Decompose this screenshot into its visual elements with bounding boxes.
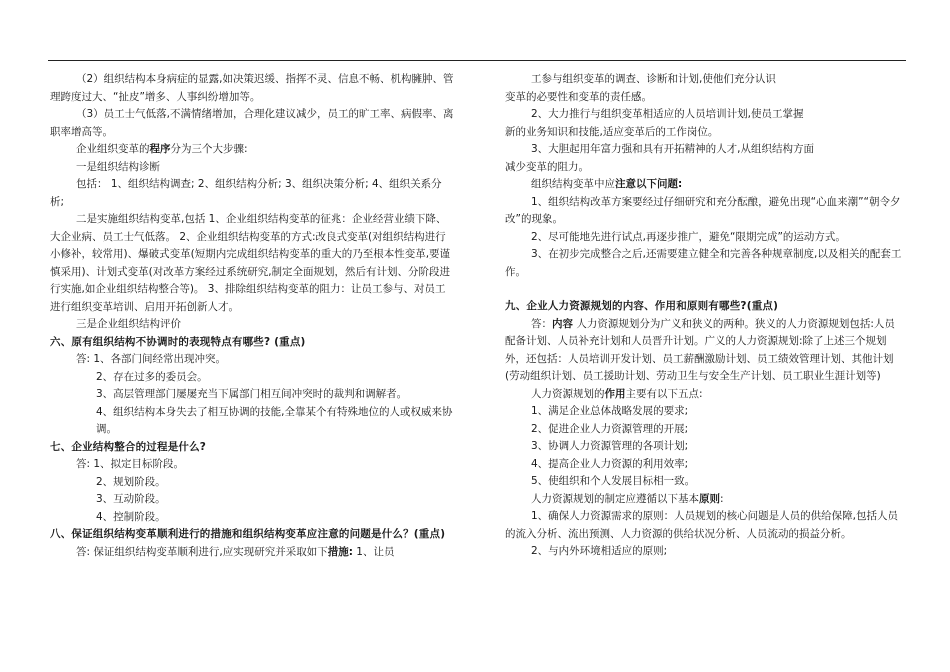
paragraph: 4、组织结构本身失去了相互协调的技能,全靠某个有特殊地位的人或权威来协调。 (96, 405, 453, 435)
spacer (505, 281, 905, 298)
paragraph: 3、大胆起用年富力强和具有开拓精神的人才,从组织结构方面 (531, 143, 815, 155)
paragraph (505, 316, 905, 386)
paragraph: 变革的必要性和变革的责任感。 (505, 90, 652, 103)
bold-keyword: 注意以下问题: (615, 178, 683, 190)
paragraph: 2、规划阶段。 (96, 475, 166, 488)
paragraph: 工参与组织变革的调查、诊断和计划,使他们充分认识 (531, 73, 776, 85)
bold-keyword: 作用 (604, 387, 626, 400)
paragraph: 答: 1、拟定目标阶段。 (76, 458, 185, 470)
paragraph: （2）组织结构本身病症的显露,如决策迟缓、指挥不灵、信息不畅、机构臃肿、管理跨度过大、“扯皮”增多、人事纠纷增加等。 (50, 73, 454, 103)
text-run: 答： (531, 317, 552, 330)
paragraph: 3、在初步完成整合之后,还需要建立健全和完善各种规章制度,以及相关的配套工作。 (505, 248, 902, 278)
paragraph: 1、组织结构改革方案要经过仔细研究和充分酝酿，避免出现“心血来潮”“朝令夕改”的现象。 (505, 195, 901, 225)
paragraph: （3）员工士气低落,不满情绪增加，合理化建议减少，员工的旷工率、病假率、离职率增高等。 (50, 108, 454, 138)
paragraph: 1、满足企业总体战略发展的要求; (531, 405, 689, 417)
paragraph: 3、高层管理部门屡屡充当下属部门相互间冲突时的裁判和调解者。 (96, 388, 408, 400)
text-run: 人力资源规划分为广义和狭义的两种。狭义的人力资源规划包括:人员配备计划、人员补充计划和人员晋升计划。广义的人力资源规划:除了上述三个规划外，还包括：人员培训开发计划、员工薪酬激励计划、员工绩效管理计划、其他计划(劳动组织计划、员工援助计划、劳动卫生与安全生产计划、员工职业生涯计划等) (505, 317, 895, 382)
section-heading: 六、原有组织结构不协调时的表现特点有哪些? (重点) (50, 335, 306, 348)
paragraph: 减少变革的阻力。 (505, 160, 589, 173)
text-run: 主要有以下五点: (625, 387, 703, 400)
text-run: 组织结构变革中应 (531, 178, 615, 190)
paragraph: 1、确保人力资源需求的原则：人员规划的核心问题是人员的供给保障,包括人员的流入分析、流出预测、人力资源的供给状况分析、人员流动的损益分析。 (505, 510, 899, 540)
text-run: : (720, 492, 724, 505)
paragraph (50, 544, 455, 562)
paragraph (50, 141, 455, 159)
paragraph: 2、大力推行与组织变革相适应的人员培训计划,使员工掌握 (531, 108, 804, 120)
right-column (505, 71, 905, 561)
paragraph: 3、互动阶段。 (96, 493, 166, 505)
section-heading: 九、企业人力资源规划的内容、作用和原则有哪些?(重点) (505, 300, 779, 312)
paragraph: 一是组织结构诊断 (76, 160, 160, 173)
section-heading: 七、企业结构整合的过程是什么? (50, 440, 207, 453)
bold-keyword: 程序 (149, 143, 171, 155)
page-top-rule (48, 60, 906, 61)
paragraph: 二是实施组织结构变革,包括 1、企业组织结构变革的征兆：企业经营业绩下降、大企业病、员工士气低落。 2、企业组织结构变革的方式:改良式变革(对组织结构进行小修补，较常用)、爆破式变革(短期内完成组织结构变革的重大的乃至根本性变革,要谨慎采用)、计划式变革(对改革方案经过系统研究,制定全面规划，然后有计划、分阶段进行实施,如企业组织结构整合等)。 3、排除组织结构变革的阻力：让员工参与、对员工进行组织变革培训、启用开拓创新人才。 (50, 213, 451, 313)
paragraph: 4、提高企业人力资源的利用效率; (531, 457, 689, 470)
text-run: 1、让员 (352, 545, 395, 558)
paragraph: 3、协调人力资源管理的各项计划; (531, 440, 689, 452)
paragraph: 4、控制阶段。 (96, 510, 166, 523)
text-run: 答: 保证组织结构变革顺利进行,应实现研究并采取如下 (76, 545, 328, 558)
paragraph: 新的业务知识和技能,适应变革后的工作岗位。 (505, 125, 719, 138)
paragraph (505, 386, 905, 404)
paragraph: 包括： 1、组织结构调查; 2、组织结构分析; 3、组织决策分析; 4、组织关系分析; (50, 178, 442, 208)
paragraph (505, 491, 905, 509)
paragraph (505, 176, 905, 194)
text-run: 人力资源规划的制定应遵循以下基本 (531, 492, 699, 505)
bold-keyword: 原则 (699, 492, 720, 505)
paragraph: 2、促进企业人力资源管理的开展; (531, 422, 689, 435)
paragraph: 答: 1、各部门间经常出现冲突。 (76, 353, 227, 365)
paragraph: 5、使组织和个人发展目标相一致。 (531, 475, 696, 487)
bold-keyword: 措施: (327, 545, 353, 558)
paragraph: 2、存在过多的委员会。 (96, 370, 208, 383)
paragraph: 三是企业组织结构评价 (76, 318, 181, 330)
text-run: 分为三个大步骤: (170, 143, 248, 155)
paragraph: 2、尽可能地先进行试点,再逐步推广，避免“限期完成”的运动方式。 (531, 230, 846, 243)
text-run: 企业组织变革的 (76, 143, 150, 155)
paragraph: 2、与内外环境相适应的原则; (531, 545, 668, 557)
text-run: 人力资源规划的 (531, 387, 605, 400)
bold-keyword: 内容 (552, 317, 573, 330)
section-heading: 八、保证组织结构变革顺利进行的措施和组织结构变革应注意的问题是什么？(重点) (50, 528, 446, 540)
left-column (50, 71, 455, 561)
